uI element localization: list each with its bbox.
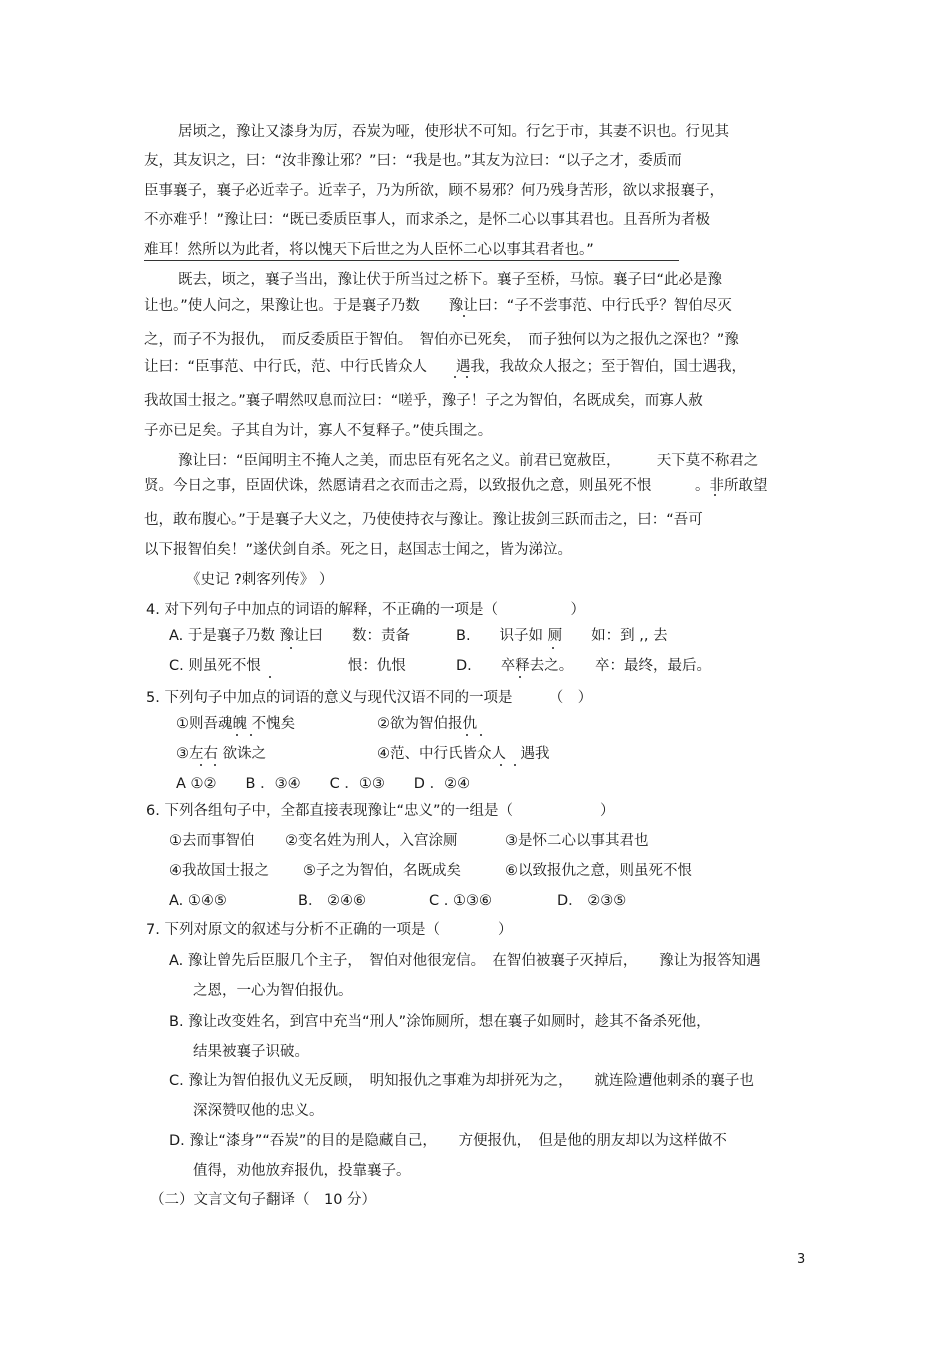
passage-line: 我故国士报之。”襄子喟然叹息而泣曰：“嗟乎，豫子！子之为智伯，名既成矣，而寡人赦 bbox=[144, 393, 703, 409]
passage-line: 臣事襄子，襄子必近幸子。近幸子，乃为所欲，顾不易邪？何乃残身苦形，欲以求报襄子， bbox=[144, 183, 724, 199]
emphasis-dot bbox=[500, 764, 502, 766]
passage-line: 让也。”使人问之，果豫让也。于是襄子乃数 豫让曰：“子不尝事范、中行氏乎？智伯尽灭 bbox=[144, 298, 732, 314]
q6-item: ④我故国士报之 bbox=[169, 863, 269, 879]
q6-stem: 6. 下列各组句子中，全都直接表现豫让“忠义”的一组是（ ） bbox=[146, 803, 615, 819]
q6-option-b: B． ②④⑥ bbox=[298, 893, 367, 909]
q6-option-c: C . ①③⑥ bbox=[429, 893, 492, 909]
emphasis-dot bbox=[519, 676, 521, 678]
q4-option-d: D. 卒释去之。 卒：最终，最后。 bbox=[456, 658, 712, 674]
q7-option-b: B. 豫让改变姓名，到宫中充当“刑人”涂饰厕所，想在襄子如厕时，趁其不备杀死他， bbox=[169, 1014, 711, 1030]
passage-line: 之，而子不为报仇， 而反委质臣于智伯。 智伯亦已死矣， 而子独何以为之报仇之深也？”豫 bbox=[144, 332, 739, 348]
underline bbox=[144, 260, 679, 261]
q5-item-4: ④范、中行氏皆众人 遇我 bbox=[377, 746, 550, 762]
emphasis-dot bbox=[480, 734, 482, 736]
q6-option-a: A. ①④⑤ bbox=[169, 893, 227, 909]
emphasis-dot bbox=[454, 376, 456, 378]
q6-item: ⑥以致报仇之意，则虽死不恨 bbox=[505, 863, 692, 879]
q6-item: ⑤子之为智伯，名既成矣 bbox=[303, 863, 461, 879]
q7-option-a-cont: 之恩，一心为智伯报仇。 bbox=[193, 983, 353, 999]
passage-line: 不亦难乎！”豫让曰：“既已委质臣事人，而求杀之，是怀二心以事其君也。且吾所为者极 bbox=[144, 212, 711, 228]
q5-item-2: ②欲为智伯报仇 bbox=[377, 716, 477, 732]
emphasis-dot bbox=[466, 376, 468, 378]
q4-option-b: B. 识子如 厕 如：到 ,, 去 bbox=[456, 628, 668, 644]
q4-option-c: C. 则虽死不恨 恨：仇恨 bbox=[169, 658, 406, 674]
page-number: 3 bbox=[797, 1252, 806, 1267]
q6-item: ②变名姓为刑人，入宫涂厕 bbox=[285, 833, 458, 849]
emphasis-dot bbox=[250, 734, 252, 736]
emphasis-dot bbox=[269, 676, 271, 678]
emphasis-dot bbox=[200, 764, 202, 766]
q7-option-a: A. 豫让曾先后臣服几个主子， 智伯对他很宠信。 在智伯被襄子灭掉后， 豫让为报答知遇 bbox=[169, 953, 761, 969]
q7-option-c: C. 豫让为智伯报仇义无反顾， 明知报仇之事难为却拼死为之， 就连险遭他刺杀的襄子也 bbox=[169, 1073, 754, 1089]
emphasis-dot bbox=[552, 647, 554, 649]
q7-option-d-cont: 值得，劝他放弃报仇，投靠襄子。 bbox=[193, 1163, 411, 1179]
emphasis-dot bbox=[514, 764, 516, 766]
q7-stem: 7. 下列对原文的叙述与分析不正确的一项是（ ） bbox=[146, 922, 513, 938]
q7-option-b-cont: 结果被襄子识破。 bbox=[193, 1044, 309, 1060]
source-citation: 《史记 ?刺客列传》 ） bbox=[186, 572, 334, 588]
emphasis-dot bbox=[290, 647, 292, 649]
emphasis-dot bbox=[236, 734, 238, 736]
passage-line: 豫让曰：“臣闻明主不掩人之美，而忠臣有死名之义。前君已宽赦臣， 天下莫不称君之 bbox=[178, 453, 759, 469]
q6-item: ①去而事智伯 bbox=[169, 833, 255, 849]
passage-line: 也，敢布腹心。”于是襄子大义之，乃使使持衣与豫让。豫让拔剑三跃而击之，曰：“吾可 bbox=[144, 512, 703, 528]
q7-option-d: D. 豫让“漆身”“吞炭”的目的是隐藏自己， 方便报仇， 但是他的朋友却以为这样做不 bbox=[169, 1133, 727, 1149]
passage-line: 子亦已足矣。子其自为计，寡人不复释子。”使兵围之。 bbox=[144, 423, 493, 439]
q7-option-c-cont: 深深赞叹他的忠义。 bbox=[193, 1103, 324, 1119]
q4-option-a: A. 于是襄子乃数 豫让曰 数：责备 bbox=[169, 628, 410, 644]
q5-stem: 5. 下列句子中加点的词语的意义与现代汉语不同的一项是 （ ） bbox=[146, 690, 593, 706]
passage-line: 贤。今日之事，臣固伏诛，然愿请君之衣而击之焉，以致报仇之意，则虽死不恨 。非所敢望 bbox=[144, 478, 768, 494]
q5-item-3: ③左右 欲诛之 bbox=[176, 746, 267, 762]
q5-item-1: ①则吾魂魄 不愧矣 bbox=[176, 716, 296, 732]
emphasis-dot bbox=[214, 764, 216, 766]
passage-line: 让曰：“臣事范、中行氏，范、中行氏皆众人 遇我，我故众人报之；至于智伯，国士遇我， bbox=[144, 359, 747, 375]
section-heading: （二）文言文句子翻译（ 10 分） bbox=[150, 1192, 377, 1208]
passage-line: 友，其友识之，曰：“汝非豫让邪？”曰：“我是也。”其友为泣曰：“以子之才，委质而 bbox=[144, 153, 682, 169]
q6-item: ③是怀二心以事其君也 bbox=[505, 833, 649, 849]
emphasis-dot bbox=[714, 494, 716, 496]
emphasis-dot bbox=[463, 315, 465, 317]
passage-line: 以下报智伯矣！”遂伏剑自杀。死之日，赵国志士闻之，皆为涕泣。 bbox=[144, 542, 573, 558]
emphasis-dot bbox=[466, 734, 468, 736]
passage-line: 居顷之，豫让又漆身为厉，吞炭为哑，使形状不可知。行乞于市，其妻不识也。行见其 bbox=[178, 124, 729, 140]
passage-line: 既去，顷之，襄子当出，豫让伏于所当过之桥下。襄子至桥，马惊。襄子曰“此必是豫 bbox=[178, 272, 723, 288]
q6-option-d: D． ②③⑤ bbox=[557, 893, 627, 909]
passage-line: 难耳！然所以为此者，将以愧天下后世之为人臣怀二心以事其君者也。” bbox=[144, 242, 594, 258]
q5-options: A ①② B ．③④ C ．①③ D ．②④ bbox=[176, 776, 471, 792]
q4-stem: 4. 对下列句子中加点的词语的解释，不正确的一项是（ ） bbox=[146, 602, 585, 618]
